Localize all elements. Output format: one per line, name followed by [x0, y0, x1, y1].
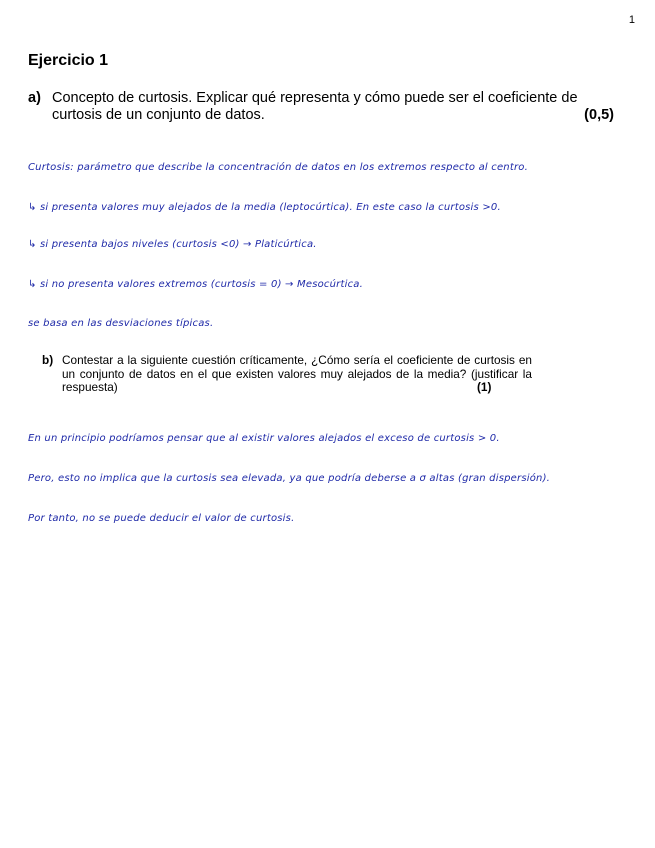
- question-b-text: Contestar a la siguiente cuestión críticamente, ¿Cómo sería el coeficiente de curtosis en un conjunto de datos en el que existen valores muy alejados de la media? (justificar la respuesta): [62, 353, 532, 394]
- answer-b-line-2: Pero, esto no implica que la curtosis sea elevada, ya que podría deberse a σ altas (gran dispersión).: [28, 473, 551, 484]
- answer-a-line-5: se basa en las desviaciones típicas.: [28, 318, 214, 329]
- answer-a-line-3: ↳ si presenta bajos niveles (curtosis <0) → Platicúrtica.: [28, 239, 317, 250]
- answer-b-line-3: Por tanto, no se puede deducir el valor de curtosis.: [28, 513, 295, 524]
- page-number: 1: [628, 14, 635, 26]
- answer-b-line-1: En un principio podríamos pensar que al existir valores alejados el exceso de curtosis > 0.: [28, 433, 500, 444]
- answer-a-line-1: Curtosis: parámetro que describe la concentración de datos en los extremos respecto al centro.: [28, 162, 528, 173]
- question-a-label: a): [28, 90, 41, 106]
- question-a-text: Concepto de curtosis. Explicar qué representa y cómo puede ser el coeficiente de curtosis de un conjunto de datos.: [52, 90, 578, 123]
- answer-a-line-4: ↳ si no presenta valores extremos (curtosis = 0) → Mesocúrtica.: [28, 279, 363, 290]
- exercise-title: Ejercicio 1: [28, 52, 109, 69]
- answer-a-line-2: ↳ si presenta valores muy alejados de la media (leptocúrtica). En este caso la curtosis >0.: [28, 202, 501, 213]
- question-a-points: (0,5): [584, 107, 614, 123]
- question-b-points: (1): [477, 380, 492, 394]
- question-b-label: b): [42, 353, 54, 367]
